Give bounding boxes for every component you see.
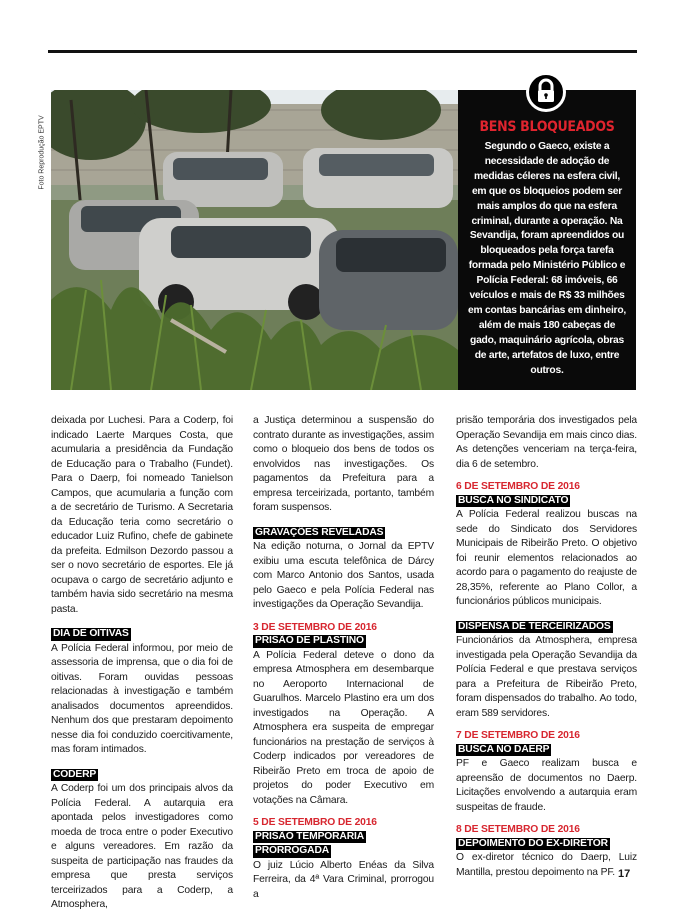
column-1 <box>51 414 233 913</box>
page-number: 17 <box>618 868 631 880</box>
top-rule <box>48 50 637 53</box>
section-heading: DIA DE OITIVAS <box>53 628 129 639</box>
section-heading: DEPOIMENTO DO EX-DIRETOR <box>458 837 608 849</box>
body-paragraph: A Polícia Federal realizou buscas na sede do Sindicato dos Servidores Municipais de Ribeirão Preto. O objetivo foi reunir elementos relacionados ao acordo para o pagamento do reajuste de 28,35%, referente ao Plano Collor, a funcionários públicos municipais. <box>456 509 637 607</box>
sidebar-text: Segundo o Gaeco, existe a necessidade de adoção de medidas céleres na esfera civil, em que os bloqueios podem ser mais amplos do que na esfera criminal, durante a operação. Na Sevandija, foram apreendidos ou bloqueados pela força tarefa formada pelo Ministério Público e Polícia Federal: 68 imóveis, 66 veículos e mais de R$ 33 milhões em contas bancárias em dinheiro, além de mais 180 cabeças de gado, maquinário agrícola, obras de arte, artefatos de luxo, entre outros. <box>468 141 626 376</box>
section-heading: CODERP <box>53 768 97 780</box>
section-heading: GRAVAÇÕES REVELADAS <box>255 526 384 538</box>
date-heading: 3 DE SETEMBRO DE 2016 <box>253 621 377 633</box>
body-paragraph: PF e Gaeco realizam busca e apreensão de documentos no Daerp. Licitações envolvendo a autarquia eram suspeitas de fraude. <box>456 758 637 813</box>
sidebar-box <box>458 90 636 390</box>
section-heading: BUSCA NO SINDICATO <box>458 494 569 506</box>
body-paragraph: A Coderp foi um dos principais alvos da Polícia Federal. A autarquia era apontada pelos investigadores como moeda de troca entre o poder Executivo e alguns vereadores. Em razão da suspeita de participação nas fraudes da empresa que presta serviços terceirizados para a Coderp, a Atmosphera, <box>51 783 233 910</box>
column-3 <box>456 414 637 880</box>
column-2 <box>253 414 434 902</box>
photo-illustration <box>51 90 458 390</box>
section-heading: DISPENSA DE TERCEIRIZADOS <box>458 620 611 632</box>
lock-icon <box>526 72 566 112</box>
body-paragraph: prisão temporária dos investigados pela Operação Sevandija em mais cinco dias. As detenções venceriam na terça-feira, dia 6 de setembro. <box>456 415 637 470</box>
body-paragraph: Na edição noturna, o Jornal da EPTV exibiu uma escuta telefônica de Dárcy com Marco Antonio dos Santos, usada pelo Gaeco e pela Polícia Federal nas investigações da Operação Sevandija. <box>253 541 434 610</box>
photo-credit-text: Foto Reprodução EPTV <box>38 115 46 190</box>
section-heading: PRISÃO TEMPORÁRIA <box>255 830 365 842</box>
sidebar-title: BENS BLOQUEADOS <box>479 119 615 135</box>
body-paragraph: O ex-diretor técnico do Daerp, Luiz Mantilla, prestou depoimento na PF. <box>456 852 637 878</box>
body-paragraph: deixada por Luchesi. Para a Coderp, foi indicado Laerte Marques Costa, que acumularia a presidência da Fundação de Educação para o Trabalho (Fundet). Para o Daerp, foi nomeado Tanielson Campos, que acumularia a função com a de secretário de Turismo. A Secretaria da Educação teria como secretário o educador Luiz Rufino, chefe de gabinete da prefeita. Edmilson Dezordo passou a ser o novo secretário de esportes. Ele já ocupava o cargo de secretário adjunto e também havia sido secretário na mesma pasta. <box>51 415 233 615</box>
seized-cars-photo <box>51 90 458 390</box>
body-paragraph: A Polícia Federal informou, por meio de assessoria de imprensa, que o dia foi de oitivas. Foram ouvidas pessoas relacionadas à investigação e também analisados documentos apreendidos. Nenhum dos que prestaram depoimento nesse dia foi conduzido coercitivamente, mas foram intimados. <box>51 642 233 755</box>
date-heading: 6 DE SETEMBRO DE 2016 <box>456 481 580 492</box>
body-paragraph: Funcionários da Atmosphera, empresa investigada pela Operação Sevandija da Polícia Federal e que prestava serviços para a Prefeitura de Ribeirão Preto, foram dispensados do trabalho. Ao todo, eram 589 servidores. <box>456 635 637 719</box>
date-heading: 8 DE SETEMBRO DE 2016 <box>456 824 580 835</box>
section-heading-cont: PRORROGADA <box>255 845 330 856</box>
body-paragraph: a Justiça determinou a suspensão do contrato durante as investigações, assim como o bloqueio dos bens de todos os envolvidos nas investigações. Os pagamentos da Prefeitura para a empresa terceirizada, portanto, também foram suspensos. <box>253 415 434 513</box>
body-paragraph: A Polícia Federal deteve o dono da empresa Atmosphera em desembarque no Aeroporto Internacional de Guarulhos. Marcelo Plastino era um dos investigados na Operação. A Atmosphera era suspeita de empregar funcionários na prestação de serviços à Coderp indicados por vereadores de Ribeirão Preto em troca de apoio de projetos do poder Executivo em votações na Câmara. <box>253 649 434 806</box>
section-heading: PRISÃO DE PLASTINO <box>255 635 364 646</box>
photo-credit <box>36 95 48 215</box>
body-paragraph: O juiz Lúcio Alberto Enéas da Silva Ferreira, da 4ª Vara Criminal, prorrogou a <box>253 859 434 900</box>
date-heading: 7 DE SETEMBRO DE 2016 <box>456 730 580 741</box>
section-heading: BUSCA NO DAERP <box>458 743 550 755</box>
date-heading: 5 DE SETEMBRO DE 2016 <box>253 817 377 828</box>
